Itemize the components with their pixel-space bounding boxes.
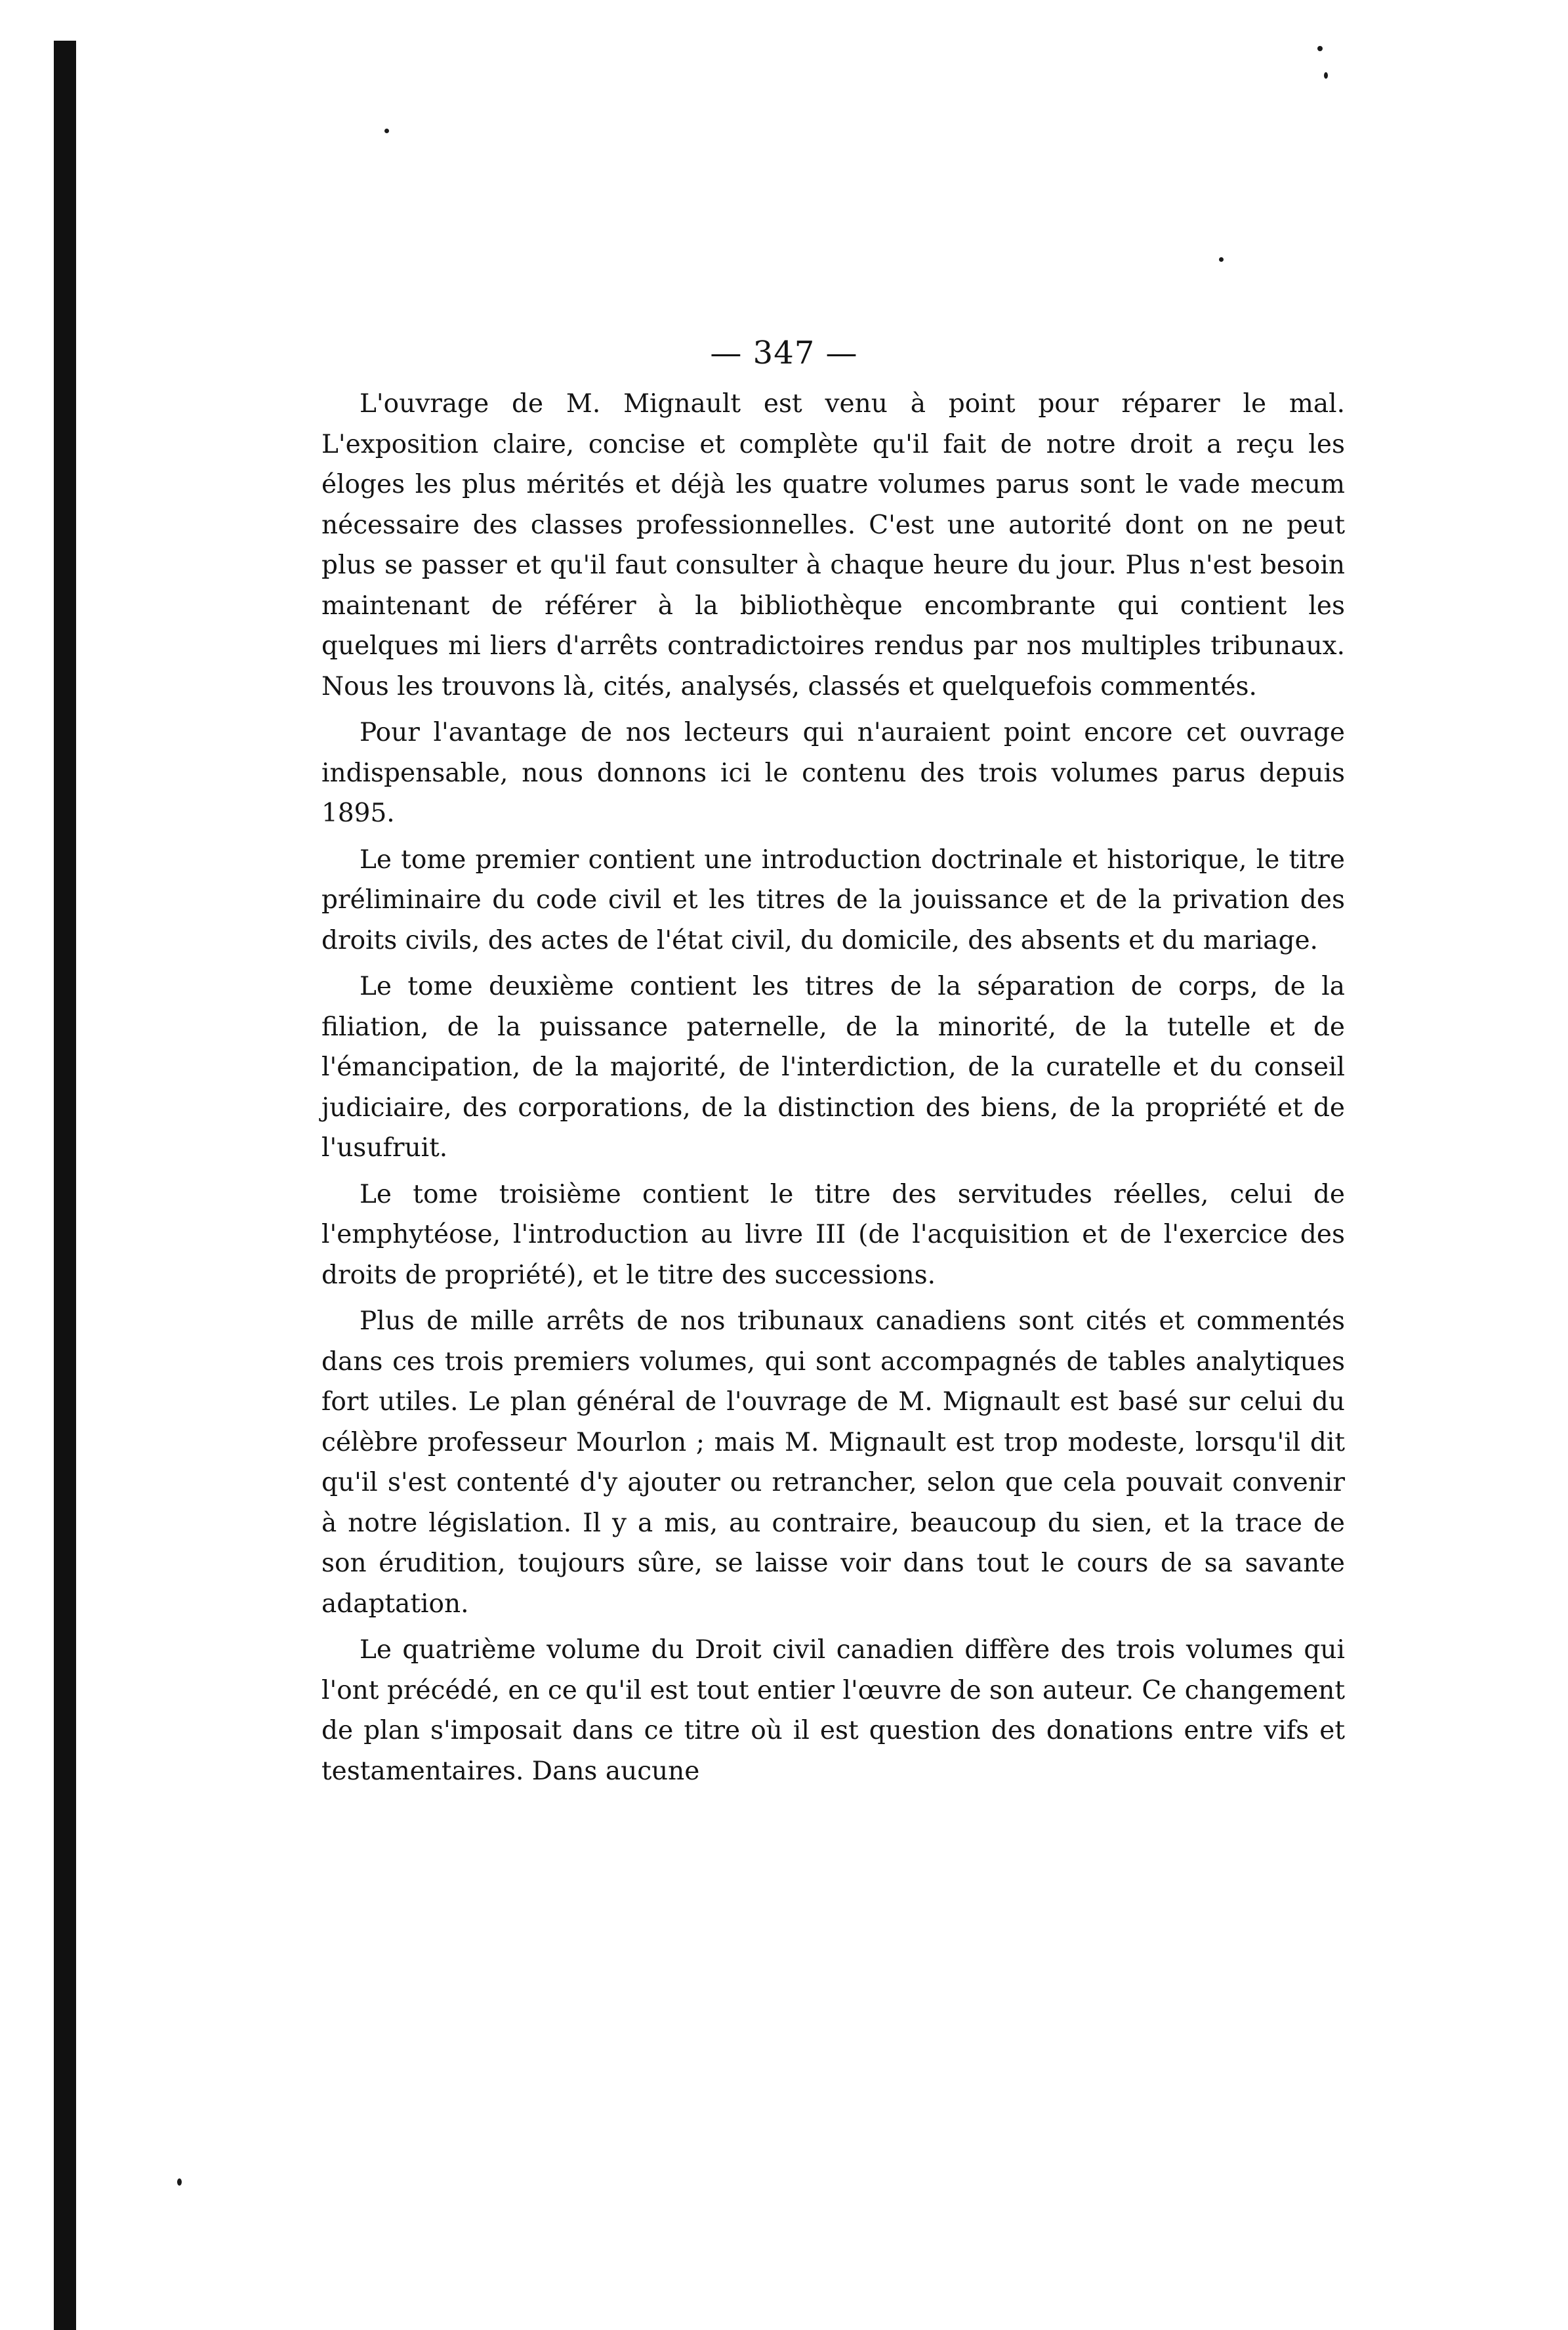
page-number: — 347 — xyxy=(710,335,858,371)
paragraph: Le tome deuxième contient les titres de la séparation de corps, de la filiation, de la puissance paternelle, de la minorité, de la tutelle et de l'émancipation, de la majorité, de l'interdiction, de la curatelle et du conseil judiciaire, des corporations, de la distinction des biens, de la propriété et de l'usufruit. xyxy=(321,972,1345,1163)
paragraph: Plus de mille arrêts de nos tribunaux canadiens sont cités et commentés dans ces trois premiers volumes, qui sont accompagnés de tables analytiques fort utiles. Le plan général de l'ouvrage de M. Mignault est basé sur celui du célèbre professeur Mourlon ; mais M. Mignault est trop modeste, lorsqu'il dit qu'il s'est contenté d'y ajouter ou retrancher, selon que cela pouvait convenir à notre législation. Il y a mis, au contraire, beaucoup du sien, et la trace de son érudition, toujours sûre, se laisse voir dans tout le cours de sa savante adaptation. xyxy=(321,1306,1345,1619)
paragraph: L'ouvrage de M. Mignault est venu à point pour réparer le mal. L'exposition claire, concise et complète qu'il fait de notre droit a reçu les éloges les plus mérités et déjà les quatre volumes parus sont le vade mecum nécessaire des classes professionnelles. C'est une autorité dont on ne peut plus se passer et qu'il faut consulter à chaque heure du jour. Plus n'est besoin maintenant de référer à la bibliothèque encombrante qui contient les quelques mi liers d'arrêts contradictoires rendus par nos multiples tribunaux. Nous les trouvons là, cités, analysés, classés et quelquefois commentés. xyxy=(321,389,1345,701)
paragraph: Le tome premier contient une introduction doctrinale et historique, le titre préliminaire du code civil et les titres de la jouissance et de la privation des droits civils, des actes de l'état civil, du domicile, des absents et du mariage. xyxy=(321,844,1345,955)
paragraph: Le tome troisième contient le titre des servitudes réelles, celui de l'emphytéose, l'introduction au livre III (de l'acquisition et de l'exercice des droits de propriété), et le titre des successions. xyxy=(321,1179,1345,1290)
paragraph: Le quatrième volume du Droit civil canadien diffère des trois volumes qui l'ont précédé, en ce qu'il est tout entier l'œuvre de son auteur. Ce changement de plan s'imposait dans ce titre où il est question des donations entre vifs et testamentaires. Dans aucune xyxy=(321,1635,1345,1786)
scan-speck xyxy=(1219,257,1224,262)
scan-speck xyxy=(177,2178,182,2186)
scan-speck xyxy=(1324,72,1328,79)
scan-speck xyxy=(384,129,389,133)
body-text xyxy=(321,384,1345,1791)
scan-binding-edge xyxy=(54,41,76,2330)
paragraph: Pour l'avantage de nos lecteurs qui n'auraient point encore cet ouvrage indispensable, nous donnons ici le contenu des trois volumes parus depuis 1895. xyxy=(321,718,1345,828)
scan-speck xyxy=(1317,46,1323,51)
